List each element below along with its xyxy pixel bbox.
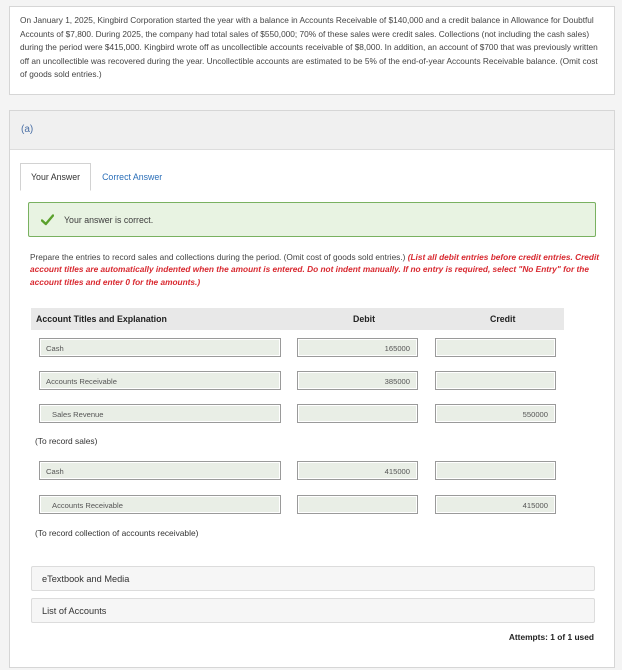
- problem-text: On January 1, 2025, Kingbird Corporation started the year with a balance in Accounts Receivable of $140,000 and a credit balance in Allowance for Doubtful Accounts of $7,800. During 2025, the company had total sales of $550,000; 70% of these sales were credit sales. Collections (not including the cash sales) during the period were $415,000. Kingbird wrote off as uncollectible accounts receivable of $8,000. In addition, an account of $700 that was previously written off an uncollectible was recovered during the year. Uncollectible accounts are estimated to be 5% of the end-of-year Accounts Receivable balance. (Omit cost of goods sold entries.): [20, 15, 598, 80]
- credit-amount-field[interactable]: 415000: [435, 495, 556, 514]
- account-title-field[interactable]: Cash: [39, 461, 281, 480]
- answer-tabs: [20, 163, 173, 193]
- part-header: [10, 111, 614, 150]
- account-title-field[interactable]: Cash: [39, 338, 281, 357]
- debit-amount-field[interactable]: [297, 495, 418, 514]
- account-title-field[interactable]: Accounts Receivable: [39, 371, 281, 390]
- instructions-warning: (List all debit entries before credit entries. Credit account titles are automatically indented when the amount is entered. Do not indent manually. If no entry is required, select "No Entry" for the account titles and enter 0 for the amounts.): [30, 252, 600, 287]
- debit-amount-field[interactable]: [297, 404, 418, 423]
- account-title-field[interactable]: Sales Revenue: [39, 404, 281, 423]
- entry-note-collection: (To record collection of accounts receivable): [35, 528, 199, 538]
- success-message: Your answer is correct.: [64, 214, 154, 225]
- tab-your-answer[interactable]: Your Answer: [20, 163, 91, 191]
- etextbook-button[interactable]: eTextbook and Media: [31, 566, 595, 591]
- list-of-accounts-button[interactable]: List of Accounts: [31, 598, 595, 623]
- tab-correct-answer[interactable]: Correct Answer: [102, 172, 163, 182]
- part-panel: [9, 110, 615, 668]
- account-title-field[interactable]: Accounts Receivable: [39, 495, 281, 514]
- header-account: Account Titles and Explanation: [36, 314, 167, 324]
- credit-amount-field[interactable]: [435, 461, 556, 480]
- instructions-text: Prepare the entries to record sales and collections during the period. (Omit cost of goods sold entries.): [30, 252, 406, 262]
- problem-statement: [9, 6, 615, 95]
- success-banner: [28, 202, 596, 237]
- entry-note-sales: (To record sales): [35, 436, 98, 446]
- credit-amount-field[interactable]: [435, 338, 556, 357]
- credit-amount-field[interactable]: [435, 371, 556, 390]
- attempts-counter: Attempts: 1 of 1 used: [508, 632, 594, 642]
- instructions: [30, 251, 602, 288]
- credit-amount-field[interactable]: 550000: [435, 404, 556, 423]
- header-debit: Debit: [353, 314, 375, 324]
- journal-table-header: [31, 308, 564, 330]
- part-label: (a): [21, 124, 34, 135]
- debit-amount-field[interactable]: 415000: [297, 461, 418, 480]
- checkmark-icon: [41, 214, 54, 226]
- header-credit: Credit: [490, 314, 516, 324]
- debit-amount-field[interactable]: 385000: [297, 371, 418, 390]
- debit-amount-field[interactable]: 165000: [297, 338, 418, 357]
